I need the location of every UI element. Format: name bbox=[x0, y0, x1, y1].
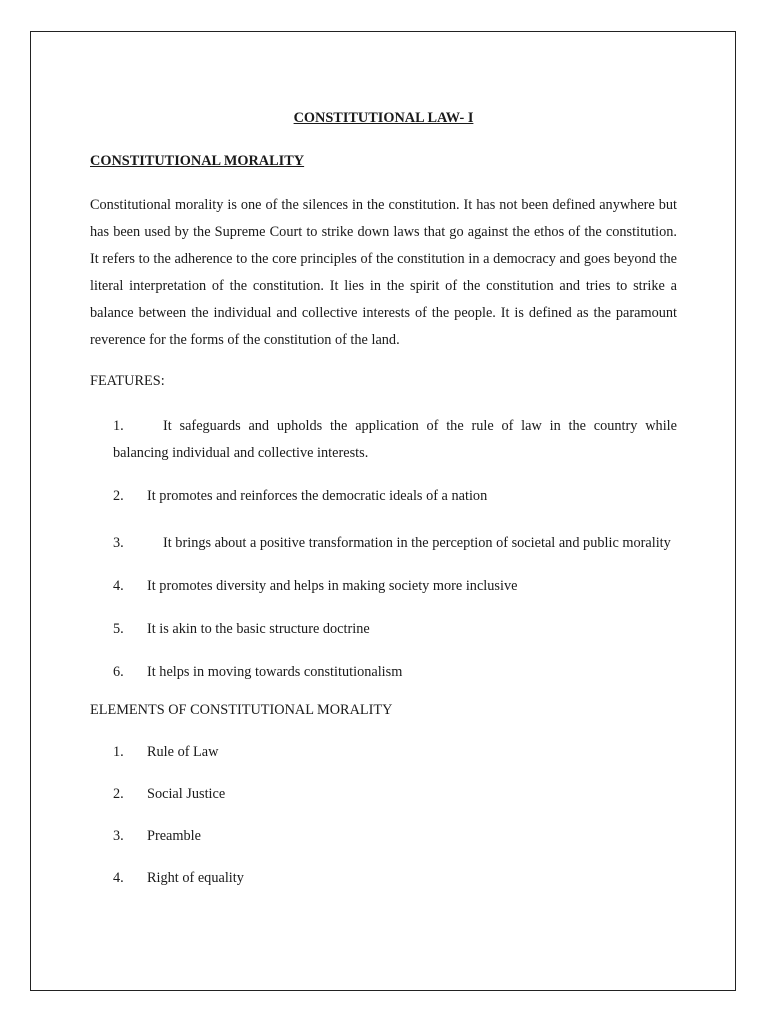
list-number: 1. bbox=[113, 418, 124, 434]
list-item bbox=[113, 742, 677, 762]
list-text: It safeguards and upholds the application of the rule of law in the country while balancing individual and collective interests. bbox=[113, 418, 677, 461]
list-item bbox=[113, 413, 677, 467]
list-text: Social Justice bbox=[147, 786, 226, 802]
document-title: CONSTITUTIONAL LAW- I bbox=[293, 110, 474, 126]
list-text: It promotes and reinforces the democratic ideals of a nation bbox=[147, 488, 488, 504]
list-number: 1. bbox=[113, 744, 124, 760]
list-text: It helps in moving towards constitutionalism bbox=[147, 664, 403, 680]
list-item bbox=[113, 530, 677, 557]
features-heading: FEATURES: bbox=[90, 373, 165, 389]
list-item bbox=[113, 483, 677, 510]
intro-paragraph: Constitutional morality is one of the silences in the constitution. It has not been defined anywhere but has been used by the Supreme Court to strike down laws that go against the ethos of the constitution. It refers to the adherence to the core principles of the constitution in a democracy and goes beyond the literal interpretation of the constitution. It lies in the spirit of the constitution and tries to strike a balance between the individual and collective interests of the people. It is defined as the paramount reverence for the forms of the constitution of the land. bbox=[90, 197, 677, 348]
section-heading: CONSTITUTIONAL MORALITY bbox=[90, 153, 305, 169]
list-item bbox=[113, 659, 677, 686]
list-text: Rule of Law bbox=[147, 744, 219, 760]
list-item bbox=[113, 616, 677, 643]
list-number: 2. bbox=[113, 786, 124, 802]
list-item bbox=[113, 784, 677, 804]
list-number: 3. bbox=[113, 828, 124, 844]
list-item bbox=[113, 573, 677, 600]
list-number: 4. bbox=[113, 578, 124, 594]
list-number: 3. bbox=[113, 535, 124, 551]
elements-list bbox=[90, 742, 677, 888]
list-number: 4. bbox=[113, 870, 124, 886]
elements-heading: ELEMENTS OF CONSTITUTIONAL MORALITY bbox=[90, 702, 393, 718]
list-item bbox=[113, 868, 677, 888]
list-text: It promotes diversity and helps in making society more inclusive bbox=[147, 578, 518, 594]
document-content bbox=[90, 108, 677, 888]
list-number: 5. bbox=[113, 621, 124, 637]
list-text: It brings about a positive transformation in the perception of societal and public morality bbox=[163, 535, 671, 551]
list-number: 2. bbox=[113, 488, 124, 504]
list-text: It is akin to the basic structure doctrine bbox=[147, 621, 370, 637]
list-text: Right of equality bbox=[147, 870, 244, 886]
features-list bbox=[90, 413, 677, 686]
list-text: Preamble bbox=[147, 828, 201, 844]
list-number: 6. bbox=[113, 664, 124, 680]
list-item bbox=[113, 826, 677, 846]
